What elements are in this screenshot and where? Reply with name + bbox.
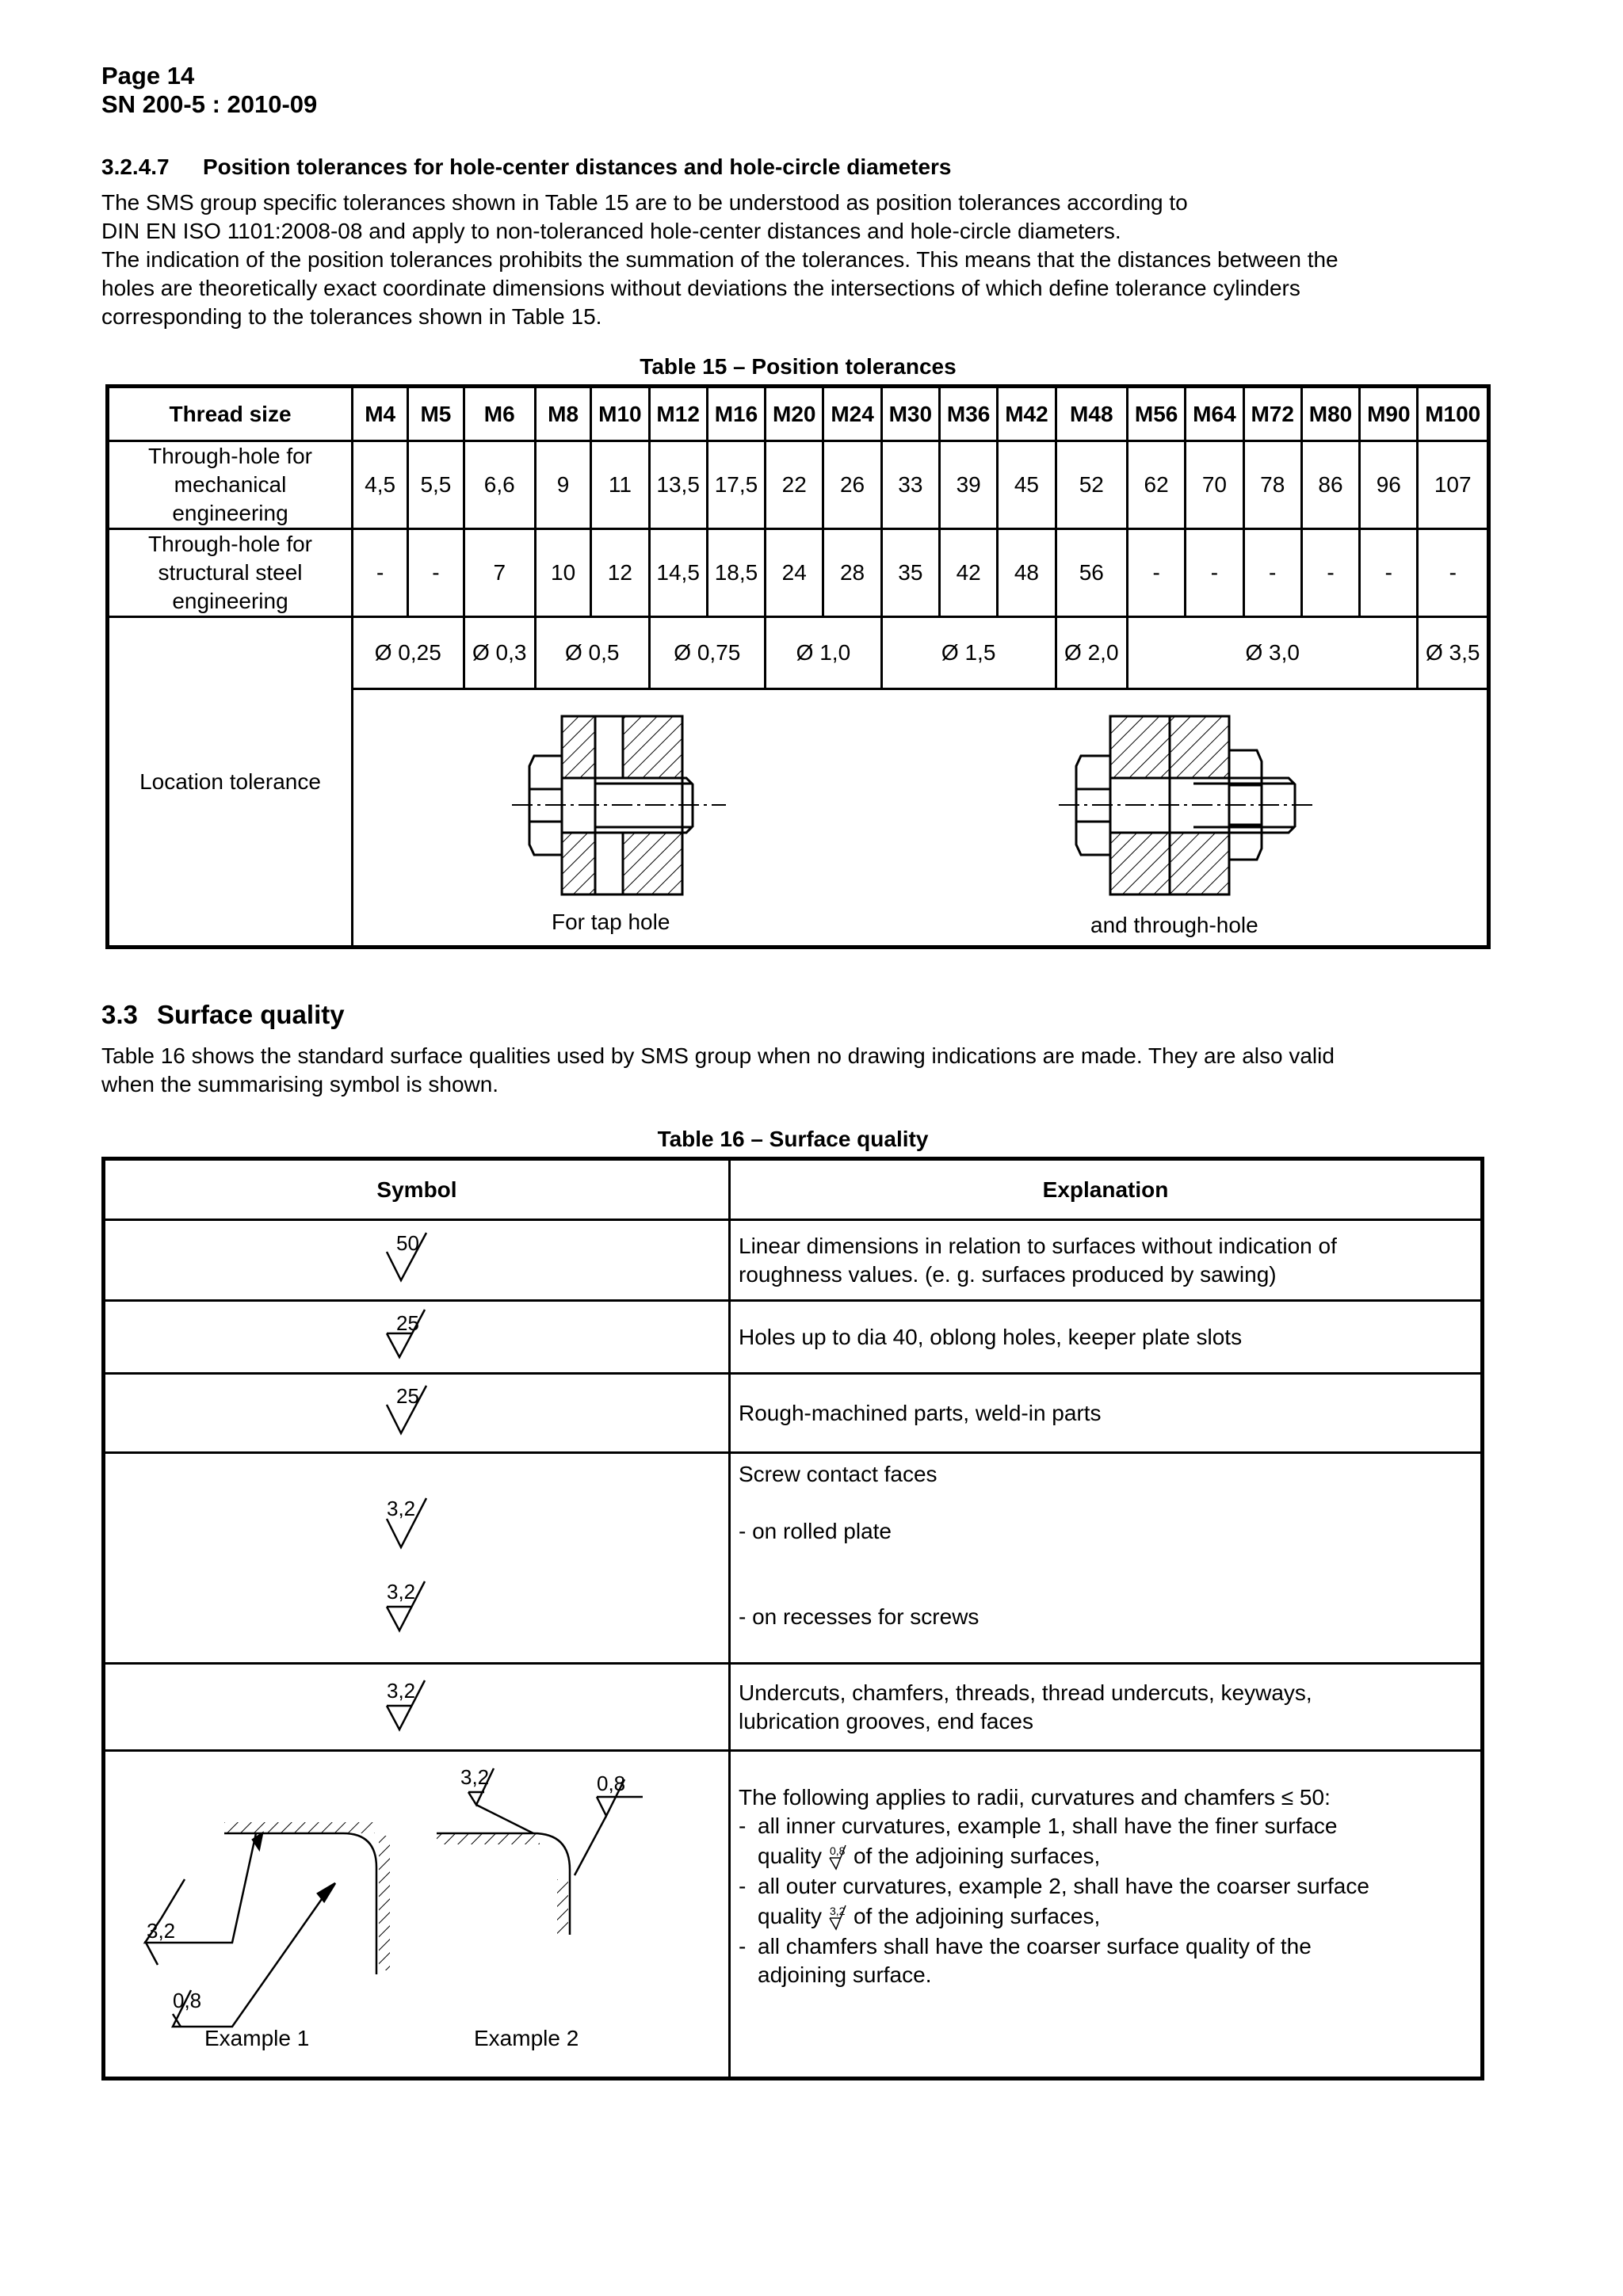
value-cell: 4,5 <box>353 441 408 529</box>
roughness-symbol-icon <box>385 1492 449 1552</box>
table-row <box>104 1374 1483 1453</box>
row-label-line: structural steel <box>158 560 303 585</box>
bullet-line: - all chamfers shall have the coarser surface quality of the <box>739 1932 1480 1961</box>
section-3247-heading <box>101 154 952 180</box>
bullet-line <box>739 1901 1480 1932</box>
bullet-text: of the adjoining surfaces, <box>853 1844 1101 1868</box>
explanation-line: - on recesses for screws <box>739 1604 980 1629</box>
paragraph-line: when the summarising symbol is shown. <box>101 1072 499 1097</box>
thread-size-cell: M24 <box>823 387 881 441</box>
tolerance-cell: Ø 0,75 <box>649 617 766 689</box>
thread-size-cell: M8 <box>535 387 590 441</box>
roughness-value: 3,2 <box>829 1905 846 1917</box>
value-cell: 96 <box>1360 441 1418 529</box>
bullet-line: - all outer curvatures, example 2, shall have the coarser surface <box>739 1872 1480 1901</box>
roughness-value: 0,8 <box>829 1844 846 1857</box>
surface-symbol-cell <box>104 1301 730 1374</box>
roughness-value: 25 <box>396 1384 419 1408</box>
bullet-text: quality <box>758 1904 822 1928</box>
value-cell: 6,6 <box>464 441 535 529</box>
row-label <box>108 529 353 617</box>
roughness-symbol-machined-icon <box>822 1840 854 1872</box>
value-cell: 33 <box>881 441 939 529</box>
explanation-column-header: Explanation <box>730 1159 1483 1220</box>
value-cell: - <box>353 529 408 617</box>
roughness-value: 3,2 <box>387 1496 416 1520</box>
tolerance-cell: Ø 1,0 <box>766 617 882 689</box>
tap-hole-caption: For tap hole <box>552 910 670 934</box>
thread-size-cell: M64 <box>1186 387 1243 441</box>
surface-quality-table <box>101 1157 1484 2081</box>
surface-symbol-cell <box>104 1664 730 1751</box>
curvature-examples-cell <box>104 1751 730 2079</box>
value-cell: - <box>408 529 464 617</box>
table16-caption: Table 16 – Surface quality <box>657 1127 929 1151</box>
tolerance-cell: Ø 0,3 <box>464 617 535 689</box>
value-cell: 39 <box>940 441 998 529</box>
value-cell: 78 <box>1243 441 1301 529</box>
value-cell: - <box>1186 529 1243 617</box>
value-cell: 28 <box>823 529 881 617</box>
thread-size-cell: M6 <box>464 387 535 441</box>
page-header <box>101 62 317 119</box>
bolt-drawings <box>353 690 1487 945</box>
value-cell: 107 <box>1418 441 1489 529</box>
roughness-value: 3,2 <box>460 1765 490 1789</box>
through-hole-caption: and through-hole <box>1090 913 1258 937</box>
bullet-line <box>739 1840 1480 1872</box>
example-2-label: Example 2 <box>474 2026 579 2050</box>
thread-size-cell: M72 <box>1243 387 1301 441</box>
bullet-text: quality <box>758 1844 822 1868</box>
roughness-symbol-machined-icon <box>822 1901 854 1932</box>
section-number: 3.2.4.7 <box>101 154 170 179</box>
value-cell: 24 <box>766 529 823 617</box>
explanation-cell <box>730 1453 1483 1664</box>
section-33-heading <box>101 1000 345 1030</box>
roughness-symbol-machined-icon <box>385 1306 449 1362</box>
thread-size-cell: M20 <box>766 387 823 441</box>
symbol-column-header: Symbol <box>104 1159 730 1220</box>
explanation-cell <box>730 1751 1483 2079</box>
row-label-line: mechanical <box>174 472 287 497</box>
row-label-line: Through-hole for <box>147 532 312 556</box>
position-tolerances-table <box>105 384 1491 949</box>
thread-size-cell: M48 <box>1056 387 1127 441</box>
value-cell: 11 <box>591 441 649 529</box>
tolerance-cell: Ø 1,5 <box>881 617 1056 689</box>
table-row <box>104 1220 1483 1301</box>
value-cell: - <box>1243 529 1301 617</box>
explanation-cell: Rough-machined parts, weld-in parts <box>730 1374 1483 1453</box>
thread-size-cell: M90 <box>1360 387 1418 441</box>
roughness-value: 0,8 <box>597 1772 626 1795</box>
roughness-value: 0,8 <box>173 1989 202 2012</box>
value-cell: 18,5 <box>707 529 765 617</box>
thread-size-cell: M56 <box>1127 387 1185 441</box>
value-cell: 86 <box>1301 441 1359 529</box>
value-cell: 7 <box>464 529 535 617</box>
explanation-line: roughness values. (e. g. surfaces produced by sawing) <box>739 1261 1277 1287</box>
section-number: 3.3 <box>101 1000 138 1029</box>
tap-hole-drawing <box>512 716 726 894</box>
value-cell: 42 <box>940 529 998 617</box>
value-cell: 48 <box>998 529 1056 617</box>
tolerance-cell: Ø 0,25 <box>353 617 464 689</box>
value-cell: 10 <box>535 529 590 617</box>
thread-size-cell: M36 <box>940 387 998 441</box>
roughness-symbol-icon <box>385 1230 449 1285</box>
thread-size-cell: M5 <box>408 387 464 441</box>
bullet-text: all inner curvatures, example 1, shall have the finer surface <box>758 1814 1338 1838</box>
location-tolerance-row <box>108 617 1489 689</box>
row-label <box>108 441 353 529</box>
thread-size-row <box>108 387 1489 441</box>
value-cell: 17,5 <box>707 441 765 529</box>
section-33-text <box>101 1042 1528 1099</box>
paragraph-line: Table 16 shows the standard surface qualities used by SMS group when no drawing indications are made. They are also valid <box>101 1043 1335 1068</box>
value-cell: - <box>1127 529 1185 617</box>
table-row <box>104 1453 1483 1664</box>
mechanical-row <box>108 441 1489 529</box>
tolerance-cell: Ø 3,5 <box>1418 617 1489 689</box>
thread-size-cell: M30 <box>881 387 939 441</box>
section-3247-text <box>101 189 1528 331</box>
roughness-value: 3,2 <box>147 1919 176 1943</box>
roughness-value: 3,2 <box>387 1679 416 1703</box>
explanation-line: Undercuts, chamfers, threads, thread undercuts, keyways, <box>739 1680 1312 1705</box>
thread-size-cell: M4 <box>353 387 408 441</box>
tolerance-cell: Ø 3,0 <box>1127 617 1417 689</box>
thread-size-cell: M12 <box>649 387 707 441</box>
roughness-value: 25 <box>396 1311 419 1335</box>
thread-size-cell: M10 <box>591 387 649 441</box>
table-row <box>104 1664 1483 1751</box>
value-cell: 12 <box>591 529 649 617</box>
surface-symbol-cell <box>104 1453 730 1664</box>
roughness-symbol-machined-icon <box>385 1575 449 1635</box>
header-row <box>104 1159 1483 1220</box>
thread-size-cell: M100 <box>1418 387 1489 441</box>
structural-row <box>108 529 1489 617</box>
bullet-text: all chamfers shall have the coarser surface quality of the <box>758 1934 1312 1958</box>
bolt-drawings-cell <box>353 689 1489 948</box>
through-hole-drawing <box>1059 716 1312 894</box>
value-cell: 5,5 <box>408 441 464 529</box>
document-id: SN 200-5 : 2010-09 <box>101 90 318 118</box>
row-label-line: engineering <box>172 589 288 613</box>
value-cell: 9 <box>535 441 590 529</box>
explanation-cell: Holes up to dia 40, oblong holes, keeper plate slots <box>730 1301 1483 1374</box>
value-cell: 22 <box>766 441 823 529</box>
value-cell: 52 <box>1056 441 1127 529</box>
value-cell: - <box>1360 529 1418 617</box>
thread-size-label: Thread size <box>108 387 353 441</box>
row-label-line: Through-hole for <box>147 444 312 468</box>
paragraph-line: holes are theoretically exact coordinate dimensions without deviations the intersections of which define tolerance cylinders <box>101 276 1300 300</box>
explanation-line: Linear dimensions in relation to surfaces without indication of <box>739 1233 1337 1258</box>
roughness-value: 50 <box>396 1231 419 1255</box>
table-row <box>104 1301 1483 1374</box>
bullet-text: all outer curvatures, example 2, shall have the coarser surface <box>758 1874 1369 1898</box>
paragraph-line: The indication of the position tolerances prohibits the summation of the tolerances. This means that the distances between the <box>101 247 1338 272</box>
value-cell: 70 <box>1186 441 1243 529</box>
table15-caption: Table 15 – Position tolerances <box>640 354 957 379</box>
explanation-line: Screw contact faces <box>739 1462 938 1486</box>
roughness-symbol-icon <box>385 1383 449 1438</box>
location-tolerance-label: Location tolerance <box>108 617 353 948</box>
surface-symbol-cell <box>104 1374 730 1453</box>
value-cell: 45 <box>998 441 1056 529</box>
row-label-line: engineering <box>172 501 288 525</box>
roughness-symbol-machined-icon <box>385 1674 449 1734</box>
paragraph-line: The SMS group specific tolerances shown in Table 15 are to be understood as position tolerances according to <box>101 190 1188 215</box>
example-1-label: Example 1 <box>204 2026 310 2050</box>
surface-symbol-cell <box>104 1220 730 1301</box>
thread-size-cell: M42 <box>998 387 1056 441</box>
tolerance-cell: Ø 0,5 <box>535 617 649 689</box>
page-number: Page 14 <box>101 62 195 90</box>
value-cell: 13,5 <box>649 441 707 529</box>
tolerance-cell: Ø 2,0 <box>1056 617 1127 689</box>
paragraph-line: corresponding to the tolerances shown in Table 15. <box>101 304 602 329</box>
explanation-line: - on rolled plate <box>739 1519 892 1543</box>
bullet-line: - all inner curvatures, example 1, shall have the finer surface <box>739 1812 1480 1840</box>
explanation-line: The following applies to radii, curvatures and chamfers ≤ 50: <box>739 1785 1331 1810</box>
value-cell: - <box>1301 529 1359 617</box>
roughness-value: 3,2 <box>387 1579 416 1604</box>
value-cell: 56 <box>1056 529 1127 617</box>
section-title: Surface quality <box>157 1000 345 1029</box>
value-cell: 26 <box>823 441 881 529</box>
value-cell: - <box>1418 529 1489 617</box>
section-title: Position tolerances for hole-center distances and hole-circle diameters <box>203 154 952 179</box>
explanation-cell <box>730 1664 1483 1751</box>
paragraph-line: DIN EN ISO 1101:2008-08 and apply to non-toleranced hole-center distances and hole-circle diameters. <box>101 219 1121 243</box>
explanation-line: lubrication grooves, end faces <box>739 1708 1033 1733</box>
thread-size-cell: M16 <box>707 387 765 441</box>
value-cell: 62 <box>1127 441 1185 529</box>
bullet-text: adjoining surface. <box>758 1962 932 1987</box>
bullet-text: of the adjoining surfaces, <box>853 1904 1101 1928</box>
thread-size-cell: M80 <box>1301 387 1359 441</box>
value-cell: 35 <box>881 529 939 617</box>
explanation-cell <box>730 1220 1483 1301</box>
table-row <box>104 1751 1483 2079</box>
curvature-examples-drawing <box>105 1753 728 2076</box>
value-cell: 14,5 <box>649 529 707 617</box>
